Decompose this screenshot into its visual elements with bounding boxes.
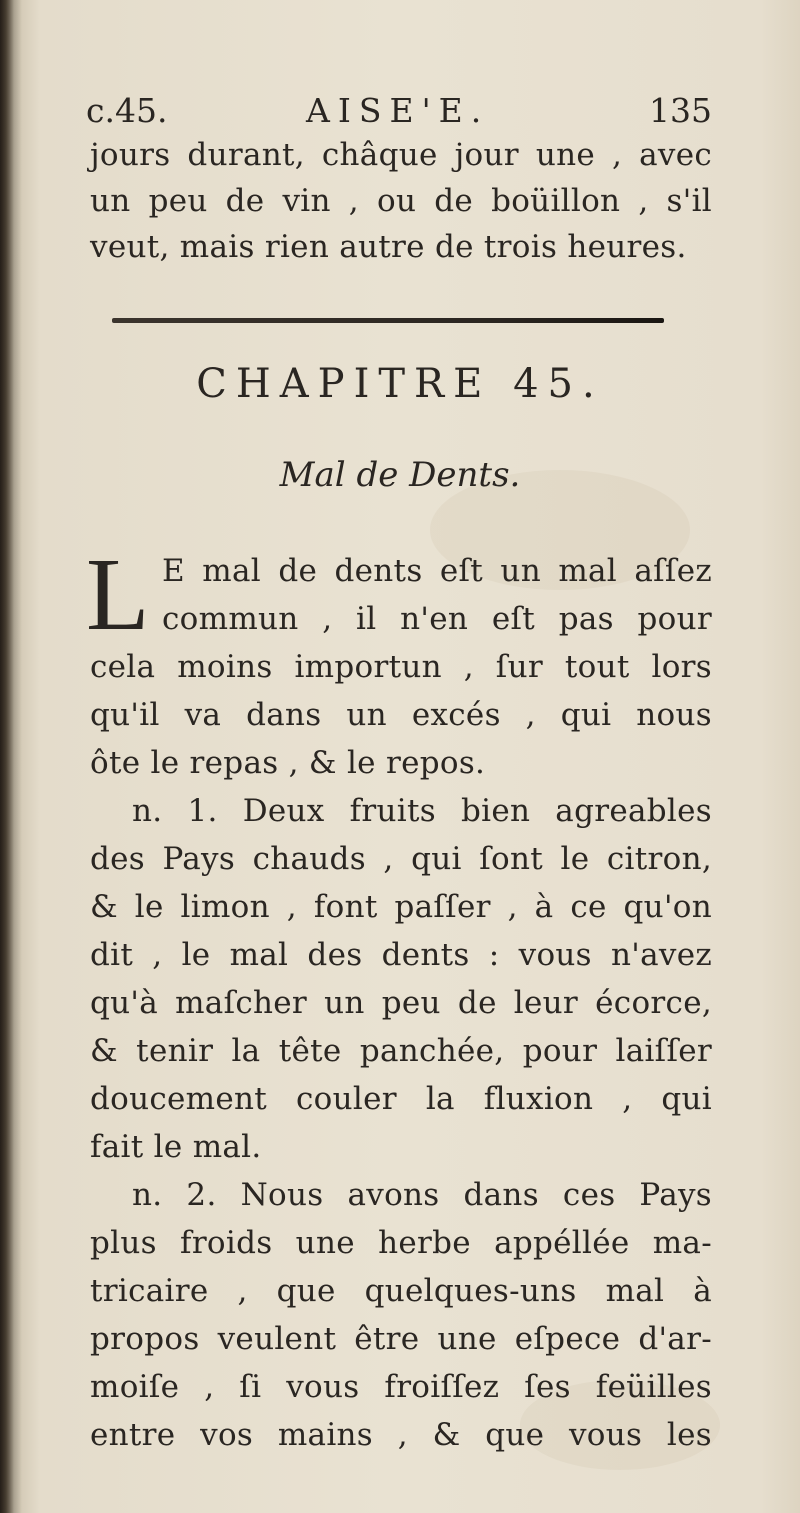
text-line: plus froids une herbe appéllée ma-: [90, 1225, 712, 1261]
text-line: fait le mal.: [90, 1129, 262, 1165]
text-line: tricaire , que quelques-uns mal à: [90, 1273, 712, 1309]
text-line: qu'il va dans un excés , qui nous: [90, 697, 712, 733]
text-line: moiſe , ſi vous froiſſez ſes feüilles: [90, 1369, 712, 1405]
text-line: & tenir la tête panchée, pour laiſſer: [90, 1033, 712, 1069]
text-line: E mal de dents eſt un mal aſſez: [162, 553, 712, 589]
text-line: veut, mais rien autre de trois heures.: [90, 229, 687, 265]
text-line: ôte le repas , & le repos.: [90, 745, 486, 781]
binding-shadow: [0, 0, 22, 1513]
text-line: dit , le mal des dents : vous n'avez: [90, 937, 712, 973]
text-line: cela moins importun , ſur tout lors: [90, 649, 712, 685]
running-head-chapter-ref: c.45.: [86, 91, 168, 130]
text-line: & le limon , font paſſer , à ce qu'on: [90, 889, 712, 925]
text-line: des Pays chauds , qui ſont le citron,: [90, 841, 712, 877]
text-line: jours durant, châque jour une , avec: [90, 137, 712, 173]
drop-cap: L: [86, 537, 150, 652]
text-line: un peu de vin , ou de boüillon , s'il: [90, 183, 712, 219]
chapter-subtitle: Mal de Dents.: [279, 455, 521, 495]
chapter-heading: CHAPITRE 45.: [196, 361, 604, 407]
text-line: entre vos mains , & que vous les: [90, 1417, 712, 1453]
text-line: qu'à maſcher un peu de leur écorce,: [90, 985, 712, 1021]
text-line: n. 2. Nous avons dans ces Pays: [132, 1177, 712, 1213]
text-line: doucement couler la fluxion , qui: [90, 1081, 712, 1117]
running-head: [86, 88, 712, 134]
text-line: n. 1. Deux fruits bien agreables: [132, 793, 712, 829]
text-line: commun , il n'en eſt pas pour: [162, 601, 712, 637]
text-line: propos veulent être une eſpece d'ar-: [90, 1321, 712, 1357]
running-head-title: AISE'E.: [306, 91, 490, 130]
section-rule: [112, 318, 664, 323]
page-number: 135: [649, 91, 712, 130]
